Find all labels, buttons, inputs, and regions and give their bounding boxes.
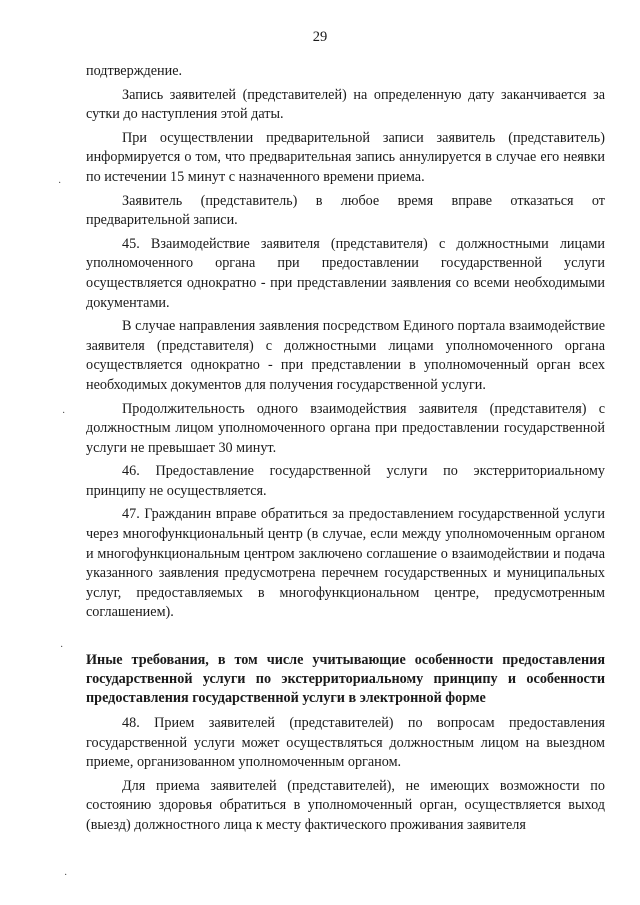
paragraph-48: 48. Прием заявителей (представителей) по вопросам предоставления государственной услуги может осуществляться должностным лицом на выездном приеме, организованном уполномоченным органом.: [86, 715, 605, 771]
paragraph: подтверждение.: [86, 63, 183, 79]
section-heading: Иные требования, в том числе учитывающие особенности предоставления государственной услуги по экстерриториальному принципу и особенности предоставления государственной услуги в электронной форме: [86, 652, 605, 707]
paragraph-45: 45. Взаимодействие заявителя (представителя) с должностными лицами уполномоченного органа при предоставлении государственной услуги осуществляется однократно - при представлении заявления со всеми необходимыми документами.: [86, 235, 605, 311]
scan-mark: ·: [64, 870, 68, 881]
paragraph-46: 46. Предоставление государственной услуги по экстерриториальному принципу не осуществляется.: [86, 463, 605, 499]
paragraph: Заявитель (представитель) в любое время вправе отказаться от предварительной записи.: [86, 192, 605, 229]
scan-mark: ·: [60, 642, 64, 653]
paragraph: При осуществлении предварительной записи заявитель (представитель) информируется о том, что предварительная запись аннулируется в случае его неявки по истечении 15 минут с назначенного времени приема.: [86, 129, 605, 185]
paragraph: Для приема заявителей (представителей), не имеющих возможности по состоянию здоровья обратиться в уполномоченный орган, осуществляется выход (выезд) должностного лица к месту фактического проживания заявителя: [86, 777, 605, 833]
scan-mark: ·: [58, 178, 62, 189]
paragraph: В случае направления заявления посредством Единого портала взаимодействие заявителя (представителя) с должностными лицами уполномоченного органа осуществляется однократно - при представлении в уполномоченный орган всех необходимых документов для получения государственной услуги.: [86, 318, 605, 393]
paragraph: Запись заявителей (представителей) на определенную дату заканчивается за сутки до наступления этой даты.: [86, 86, 605, 123]
scan-mark: ·: [62, 408, 66, 419]
page-number: 29: [312, 29, 328, 45]
paragraph: Продолжительность одного взаимодействия заявителя (представителя) с должностным лицом уполномоченного органа при предоставлении государственной услуги не превышает 30 минут.: [86, 400, 605, 456]
paragraph-47: 47. Гражданин вправе обратиться за предоставлением государственной услуги через многофункциональный центр (в случае, если между уполномоченным органом и многофункциональным центром заключено соглашение о взаимодействии и подача указанного заявления предусмотрена перечнем государственных и муниципальных услуг, предоставляемых в многофункциональном центре, предусмотренным соглашением).: [86, 506, 605, 621]
document-body: [86, 62, 605, 840]
